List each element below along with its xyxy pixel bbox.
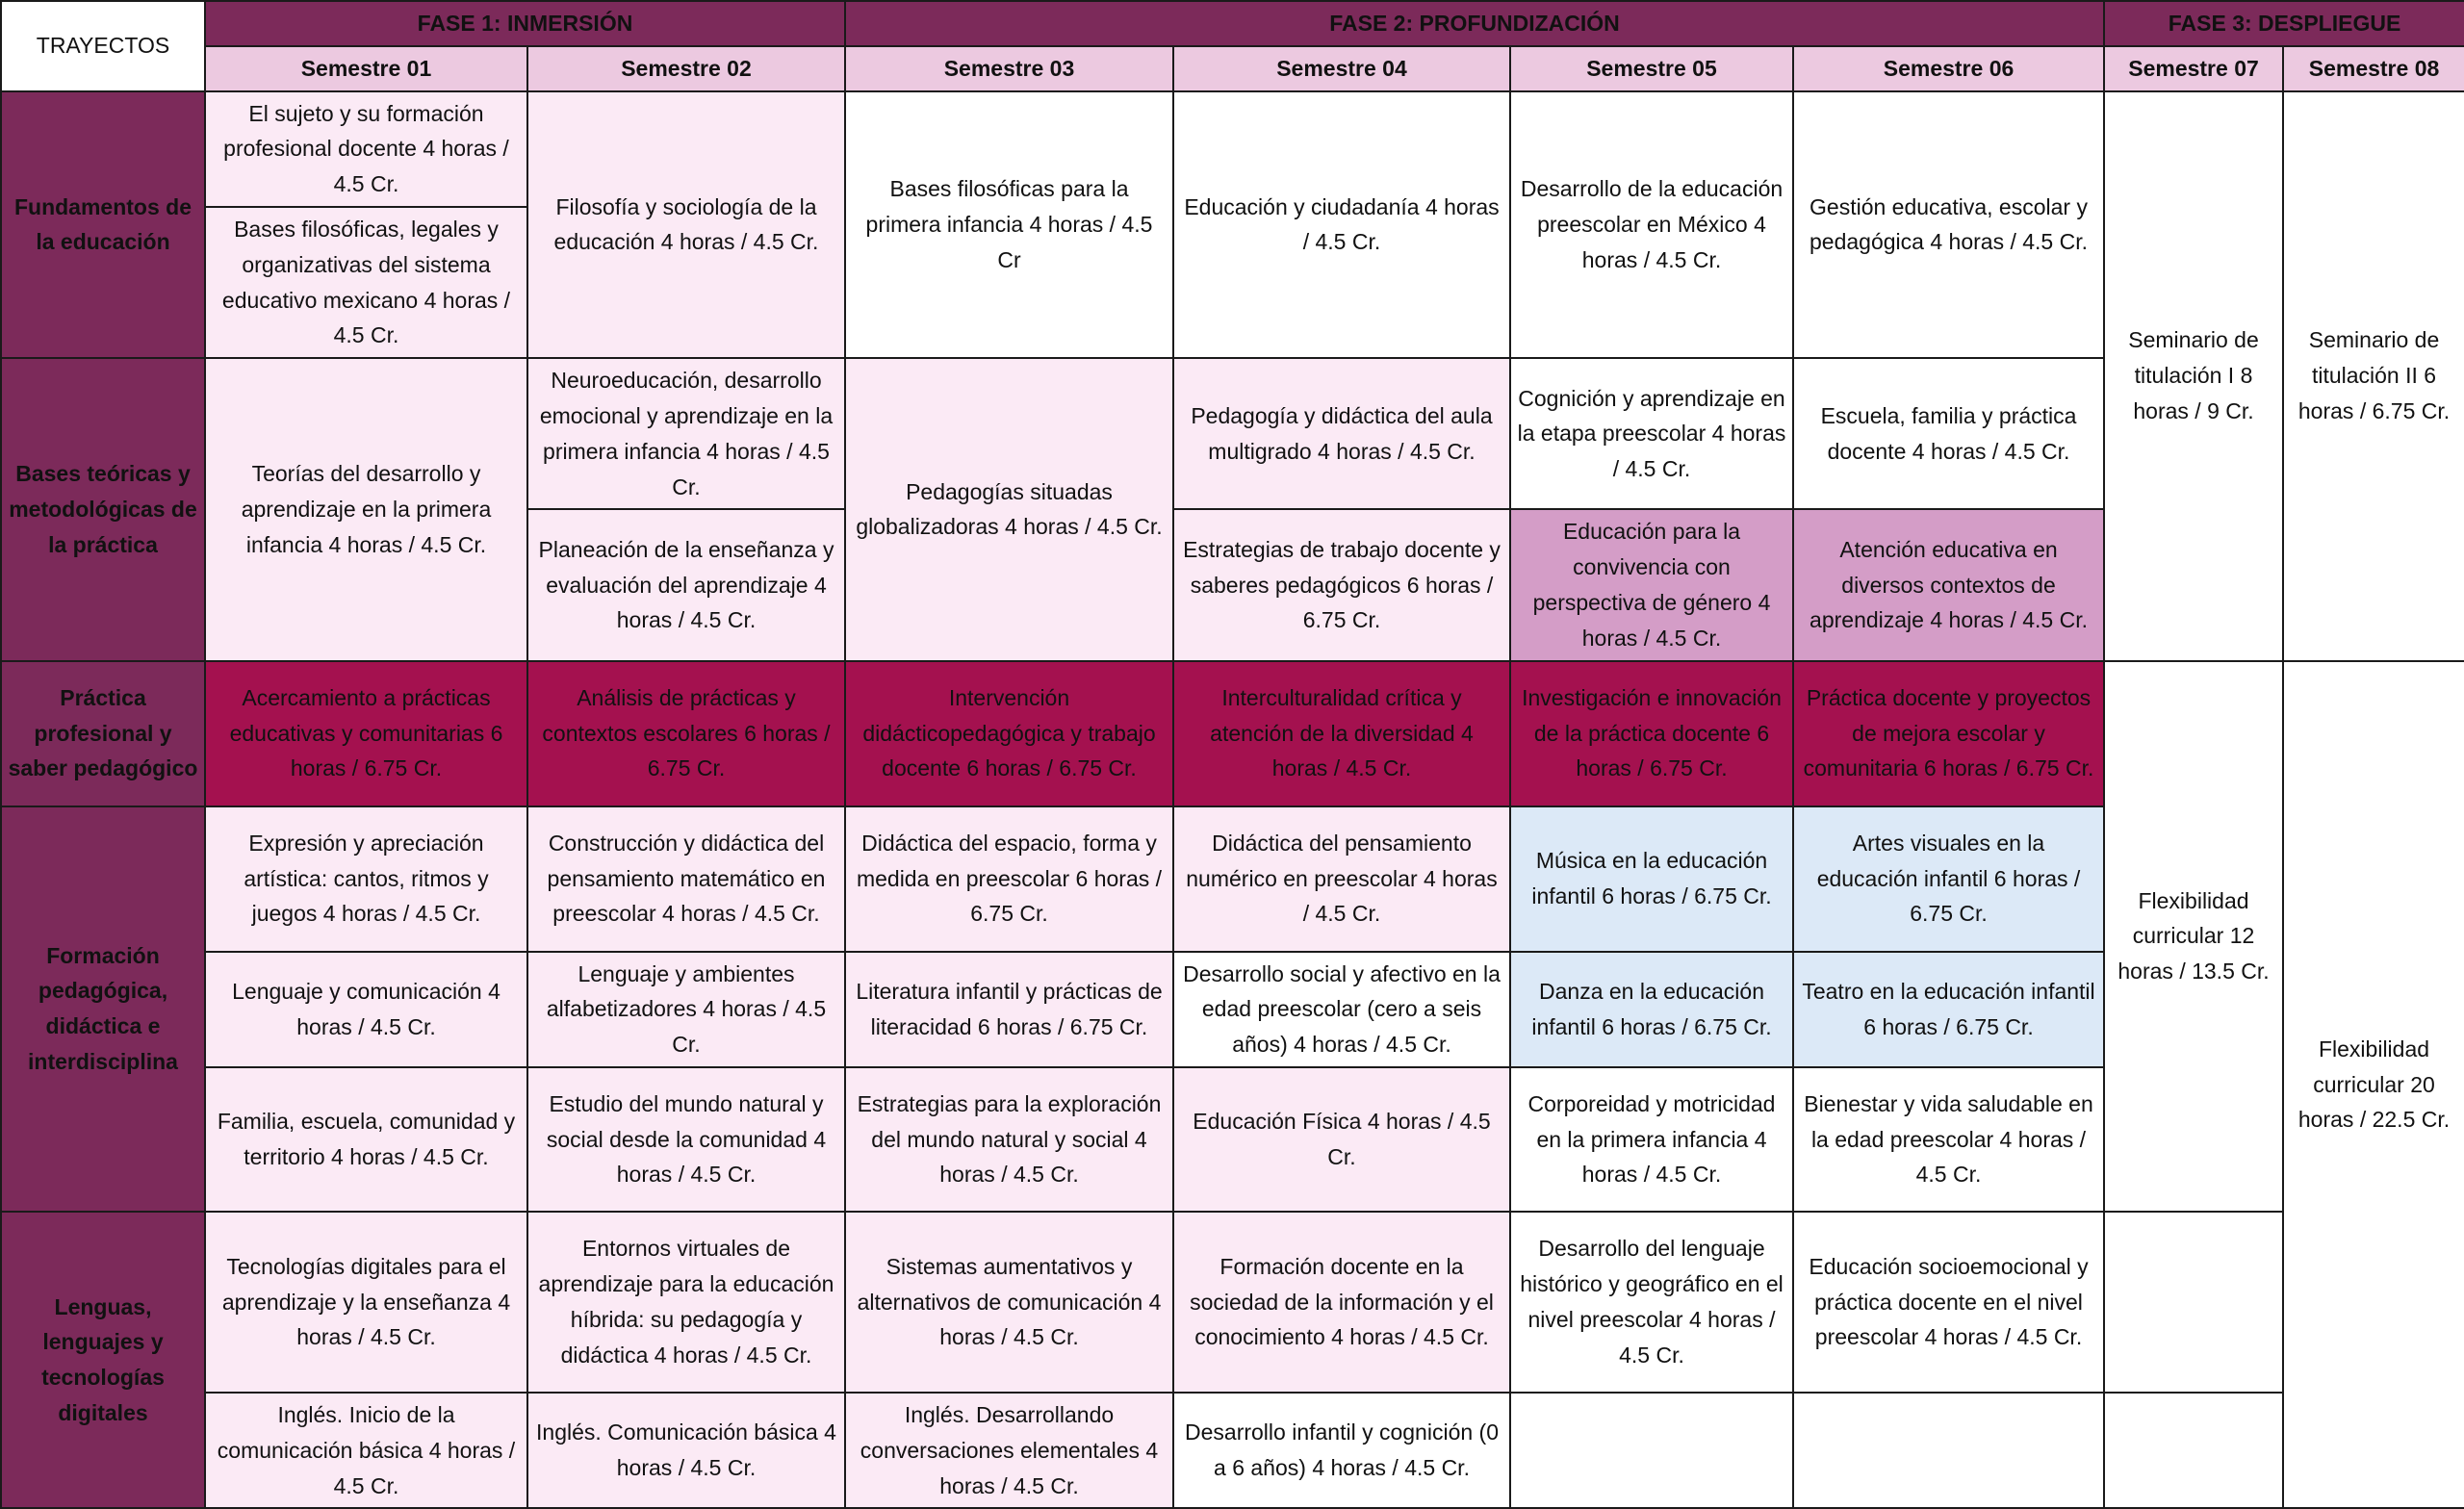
semester-07-header: Semestre 07: [2104, 46, 2283, 91]
course-cell: Educación para la convivencia con perspectiva de género 4 horas / 4.5 Cr.: [1510, 509, 1793, 660]
semester-04-header: Semestre 04: [1173, 46, 1510, 91]
empty-cell: [2104, 1212, 2283, 1393]
course-cell-seminario-1: Seminario de titulación I 8 horas / 9 Cr.: [2104, 91, 2283, 661]
course-cell: Estrategias para la exploración del mundo natural y social 4 horas / 4.5 Cr.: [845, 1067, 1173, 1212]
trayecto-bases: Bases teóricas y metodológicas de la práctica: [1, 358, 205, 660]
semester-08-header: Semestre 08: [2283, 46, 2464, 91]
course-cell: Educación Física 4 horas / 4.5 Cr.: [1173, 1067, 1510, 1212]
course-cell: Análisis de prácticas y contextos escolares 6 horas / 6.75 Cr.: [527, 661, 845, 806]
semester-02-header: Semestre 02: [527, 46, 845, 91]
course-cell: Construcción y didáctica del pensamiento matemático en preescolar 4 horas / 4.5 Cr.: [527, 806, 845, 952]
course-cell: Neuroeducación, desarrollo emocional y aprendizaje en la primera infancia 4 horas / 4.5 Cr.: [527, 358, 845, 509]
semester-01-header: Semestre 01: [205, 46, 527, 91]
course-cell: Educación socioemocional y práctica docente en el nivel preescolar 4 horas / 4.5 Cr.: [1793, 1212, 2104, 1393]
course-cell: Familia, escuela, comunidad y territorio 4 horas / 4.5 Cr.: [205, 1067, 527, 1212]
course-cell: Estrategias de trabajo docente y saberes pedagógicos 6 horas / 6.75 Cr.: [1173, 509, 1510, 660]
course-cell: Desarrollo infantil y cognición (0 a 6 años) 4 horas / 4.5 Cr.: [1173, 1393, 1510, 1508]
course-cell: Intervención didácticopedagógica y trabajo docente 6 horas / 6.75 Cr.: [845, 661, 1173, 806]
phase-3-header: FASE 3: DESPLIEGUE: [2104, 1, 2464, 46]
course-cell: Teorías del desarrollo y aprendizaje en la primera infancia 4 horas / 4.5 Cr.: [205, 358, 527, 660]
course-cell: Investigación e innovación de la práctica docente 6 horas / 6.75 Cr.: [1510, 661, 1793, 806]
course-cell: Desarrollo de la educación preescolar en México 4 horas / 4.5 Cr.: [1510, 91, 1793, 359]
empty-cell: [2104, 1393, 2283, 1508]
course-cell-flexibilidad-1: Flexibilidad curricular 12 horas / 13.5 Cr.: [2104, 661, 2283, 1212]
course-cell: Bases filosóficas, legales y organizativas del sistema educativo mexicano 4 horas / 4.5 Cr.: [205, 207, 527, 358]
course-cell: Sistemas aumentativos y alternativos de comunicación 4 horas / 4.5 Cr.: [845, 1212, 1173, 1393]
course-cell: Interculturalidad crítica y atención de la diversidad 4 horas / 4.5 Cr.: [1173, 661, 1510, 806]
empty-cell: [1510, 1393, 1793, 1508]
course-cell: Pedagogía y didáctica del aula multigrado 4 horas / 4.5 Cr.: [1173, 358, 1510, 509]
trayectos-header: TRAYECTOS: [1, 1, 205, 91]
trayecto-fundamentos: Fundamentos de la educación: [1, 91, 205, 359]
course-cell: Inglés. Comunicación básica 4 horas / 4.5 Cr.: [527, 1393, 845, 1508]
course-cell: El sujeto y su formación profesional docente 4 horas / 4.5 Cr.: [205, 91, 527, 207]
course-cell: Bases filosóficas para la primera infancia 4 horas / 4.5 Cr: [845, 91, 1173, 359]
course-cell: Atención educativa en diversos contextos de aprendizaje 4 horas / 4.5 Cr.: [1793, 509, 2104, 660]
trayecto-practica: Práctica profesional y saber pedagógico: [1, 661, 205, 806]
course-cell: Desarrollo social y afectivo en la edad preescolar (cero a seis años) 4 horas / 4.5 Cr.: [1173, 952, 1510, 1067]
course-cell: Didáctica del espacio, forma y medida en preescolar 6 horas / 6.75 Cr.: [845, 806, 1173, 952]
semester-06-header: Semestre 06: [1793, 46, 2104, 91]
course-cell: Expresión y apreciación artística: cantos, ritmos y juegos 4 horas / 4.5 Cr.: [205, 806, 527, 952]
course-cell: Inglés. Inicio de la comunicación básica 4 horas / 4.5 Cr.: [205, 1393, 527, 1508]
course-cell: Educación y ciudadanía 4 horas / 4.5 Cr.: [1173, 91, 1510, 359]
course-cell: Práctica docente y proyectos de mejora escolar y comunitaria 6 horas / 6.75 Cr.: [1793, 661, 2104, 806]
trayecto-lenguas: Lenguas, lenguajes y tecnologías digitales: [1, 1212, 205, 1508]
course-cell: Estudio del mundo natural y social desde la comunidad 4 horas / 4.5 Cr.: [527, 1067, 845, 1212]
course-cell: Inglés. Desarrollando conversaciones elementales 4 horas / 4.5 Cr.: [845, 1393, 1173, 1508]
course-cell: Escuela, familia y práctica docente 4 horas / 4.5 Cr.: [1793, 358, 2104, 509]
course-cell-flexibilidad-2: Flexibilidad curricular 20 horas / 22.5 Cr.: [2283, 661, 2464, 1509]
course-cell: Danza en la educación infantil 6 horas / 6.75 Cr.: [1510, 952, 1793, 1067]
trayecto-formacion: Formación pedagógica, didáctica e interdisciplina: [1, 806, 205, 1212]
course-cell: Tecnologías digitales para el aprendizaje y la enseñanza 4 horas / 4.5 Cr.: [205, 1212, 527, 1393]
course-cell: Lenguaje y ambientes alfabetizadores 4 horas / 4.5 Cr.: [527, 952, 845, 1067]
course-cell: Acercamiento a prácticas educativas y comunitarias 6 horas / 6.75 Cr.: [205, 661, 527, 806]
empty-cell: [1793, 1393, 2104, 1508]
phase-2-header: FASE 2: PROFUNDIZACIÓN: [845, 1, 2104, 46]
course-cell-seminario-2: Seminario de titulación II 6 horas / 6.75 Cr.: [2283, 91, 2464, 661]
phase-1-header: FASE 1: INMERSIÓN: [205, 1, 845, 46]
course-cell: Bienestar y vida saludable en la edad preescolar 4 horas / 4.5 Cr.: [1793, 1067, 2104, 1212]
course-cell: Corporeidad y motricidad en la primera infancia 4 horas / 4.5 Cr.: [1510, 1067, 1793, 1212]
course-cell: Planeación de la enseñanza y evaluación del aprendizaje 4 horas / 4.5 Cr.: [527, 509, 845, 660]
course-cell: Artes visuales en la educación infantil 6 horas / 6.75 Cr.: [1793, 806, 2104, 952]
course-cell: Desarrollo del lenguaje histórico y geográfico en el nivel preescolar 4 horas / 4.5 Cr.: [1510, 1212, 1793, 1393]
course-cell: Gestión educativa, escolar y pedagógica 4 horas / 4.5 Cr.: [1793, 91, 2104, 359]
course-cell: Didáctica del pensamiento numérico en preescolar 4 horas / 4.5 Cr.: [1173, 806, 1510, 952]
course-cell: Literatura infantil y prácticas de literacidad 6 horas / 6.75 Cr.: [845, 952, 1173, 1067]
semester-03-header: Semestre 03: [845, 46, 1173, 91]
course-cell: Teatro en la educación infantil 6 horas / 6.75 Cr.: [1793, 952, 2104, 1067]
semester-05-header: Semestre 05: [1510, 46, 1793, 91]
course-cell: Filosofía y sociología de la educación 4 horas / 4.5 Cr.: [527, 91, 845, 359]
course-cell: Cognición y aprendizaje en la etapa preescolar 4 horas / 4.5 Cr.: [1510, 358, 1793, 509]
course-cell: Entornos virtuales de aprendizaje para la educación híbrida: su pedagogía y didáctica 4 horas / 4.5 Cr.: [527, 1212, 845, 1393]
course-cell: Formación docente en la sociedad de la información y el conocimiento 4 horas / 4.5 Cr.: [1173, 1212, 1510, 1393]
course-cell: Pedagogías situadas globalizadoras 4 horas / 4.5 Cr.: [845, 358, 1173, 660]
course-cell: Lenguaje y comunicación 4 horas / 4.5 Cr.: [205, 952, 527, 1067]
course-cell: Música en la educación infantil 6 horas / 6.75 Cr.: [1510, 806, 1793, 952]
